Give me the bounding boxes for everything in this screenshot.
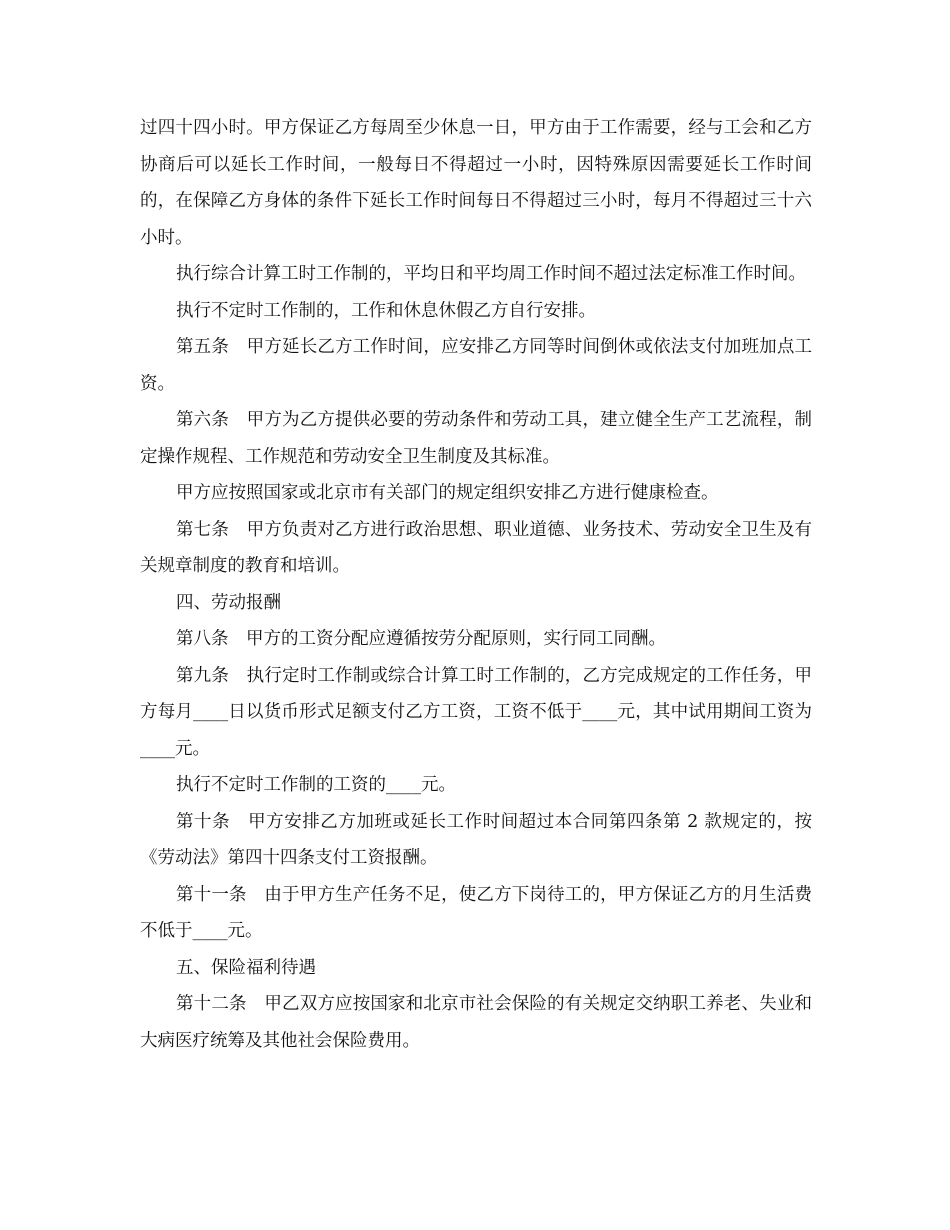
paragraph-comprehensive-hours: 执行综合计算工时工作制的，平均日和平均周工作时间不超过法定标准工作时间。 bbox=[176, 264, 806, 284]
section-heading-remuneration: 四、劳动报酬 bbox=[176, 592, 281, 613]
article-8: 第八条 甲方的工资分配应遵循按劳分配原则，实行同工同酬。 bbox=[176, 629, 666, 649]
paragraph-health-check: 甲方应按照国家或北京市有关部门的规定组织安排乙方进行健康检查。 bbox=[176, 483, 719, 503]
article-7: 第七条 甲方负责对乙方进行政治思想、职业道德、业务技术、劳动安全卫生及有关规章制度的教育和培训。 bbox=[140, 519, 812, 576]
paragraph-flexible-wage: 执行不定时工作制的工资的____元。 bbox=[176, 775, 456, 795]
article-12: 第十二条 甲乙双方应按国家和北京市社会保险的有关规定交纳职工养老、失业和大病医疗统筹及其他社会保险费用。 bbox=[140, 994, 812, 1051]
article-6: 第六条 甲方为乙方提供必要的劳动条件和劳动工具，建立健全生产工艺流程，制定操作规程、工作规范和劳动安全卫生制度及其标准。 bbox=[140, 410, 812, 467]
article-9: 第九条 执行定时工作制或综合计算工时工作制的，乙方完成规定的工作任务，甲方每月____日以货币形式足额支付乙方工资，工资不低于____元，其中试用期间工资为____元。 bbox=[140, 665, 812, 759]
article-11: 第十一条 由于甲方生产任务不足，使乙方下岗待工的，甲方保证乙方的月生活费不低于____元。 bbox=[140, 884, 812, 941]
paragraph-working-hours: 过四十四小时。甲方保证乙方每周至少休息一日，甲方由于工作需要，经与工会和乙方协商后可以延长工作时间，一般每日不得超过一小时，因特殊原因需要延长工作时间的，在保障乙方身体的条件下延长工作时间每日不得超过三小时，每月不得超过三十六小时。 bbox=[140, 118, 812, 248]
paragraph-flexible-hours: 执行不定时工作制的，工作和休息休假乙方自行安排。 bbox=[176, 300, 596, 321]
document-body bbox=[140, 110, 812, 1059]
section-heading-insurance: 五、保险福利待遇 bbox=[176, 957, 316, 978]
article-10: 第十条 甲方安排乙方加班或延长工作时间超过本合同第四条第 2 款规定的，按《劳动法》第四十四条支付工资报酬。 bbox=[140, 811, 812, 868]
article-5: 第五条 甲方延长乙方工作时间，应安排乙方同等时间倒休或依法支付加班加点工资。 bbox=[140, 337, 812, 394]
